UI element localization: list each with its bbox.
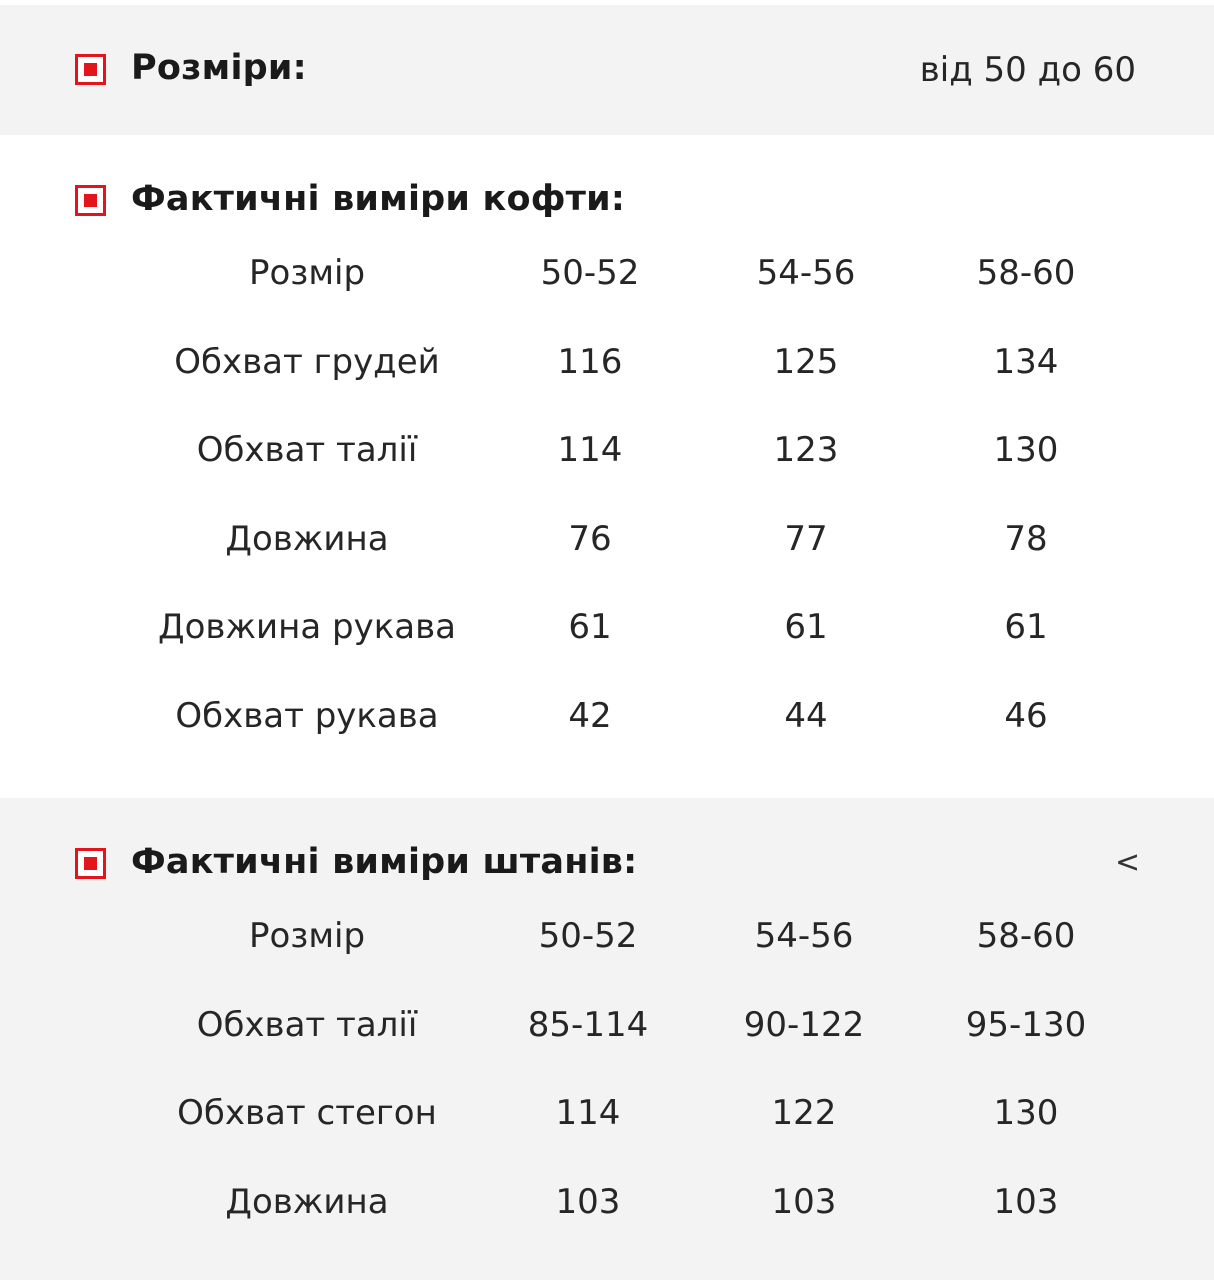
measurement-value: 90-122: [743, 1004, 865, 1045]
measurement-label: Довжина рукава: [158, 607, 456, 647]
size-column-header: 58-60: [976, 253, 1076, 293]
size-column-header: 54-56: [754, 916, 854, 956]
measurement-value: 76: [568, 518, 612, 559]
chevron-left-icon[interactable]: <: [1115, 845, 1141, 880]
red-square-bullet-icon: [75, 185, 106, 216]
measurement-value: 46: [1004, 695, 1048, 736]
measurement-value: 114: [557, 430, 623, 470]
measurement-label: Обхват талії: [196, 430, 418, 470]
table-header-label: Розмір: [248, 253, 366, 293]
sizes-range: від 50 до 60: [919, 50, 1136, 90]
size-column-header: 50-52: [538, 916, 638, 956]
size-column-header: 50-52: [540, 253, 640, 293]
measurement-value: 61: [1004, 607, 1048, 647]
measurement-value: 114: [555, 1093, 621, 1133]
measurement-value: 95-130: [965, 1004, 1087, 1045]
measurement-value: 85-114: [527, 1004, 649, 1045]
pants-heading: Фактичні виміри штанів:: [131, 842, 638, 882]
measurement-value: 61: [568, 607, 612, 647]
measurement-value: 42: [568, 695, 612, 736]
measurement-label: Довжина: [225, 518, 389, 559]
measurement-value: 122: [771, 1093, 837, 1133]
size-column-header: 58-60: [976, 916, 1076, 956]
measurement-label: Обхват талії: [196, 1004, 418, 1045]
measurement-value: 61: [784, 607, 828, 647]
measurement-value: 103: [771, 1181, 837, 1222]
measurement-value: 123: [773, 430, 839, 470]
table-header-label: Розмір: [248, 916, 366, 956]
measurement-label: Обхват рукава: [175, 695, 439, 736]
jacket-heading: Фактичні виміри кофти:: [131, 179, 626, 219]
measurement-value: 103: [555, 1181, 621, 1222]
measurement-value: 103: [993, 1181, 1059, 1222]
measurement-value: 125: [773, 341, 839, 382]
measurement-label: Обхват стегон: [177, 1093, 437, 1133]
measurement-value: 130: [993, 1093, 1059, 1133]
red-square-bullet-icon: [75, 54, 106, 85]
measurement-value: 78: [1004, 518, 1048, 559]
measurement-label: Обхват грудей: [174, 341, 440, 382]
measurement-value: 130: [993, 430, 1059, 470]
measurement-label: Довжина: [225, 1181, 389, 1222]
red-square-bullet-icon: [75, 848, 106, 879]
measurement-value: 116: [557, 341, 623, 382]
measurement-value: 77: [784, 518, 828, 559]
size-column-header: 54-56: [756, 253, 856, 293]
measurement-value: 44: [784, 695, 828, 736]
sizes-heading: Розміри:: [131, 48, 307, 88]
measurement-value: 134: [993, 341, 1059, 382]
